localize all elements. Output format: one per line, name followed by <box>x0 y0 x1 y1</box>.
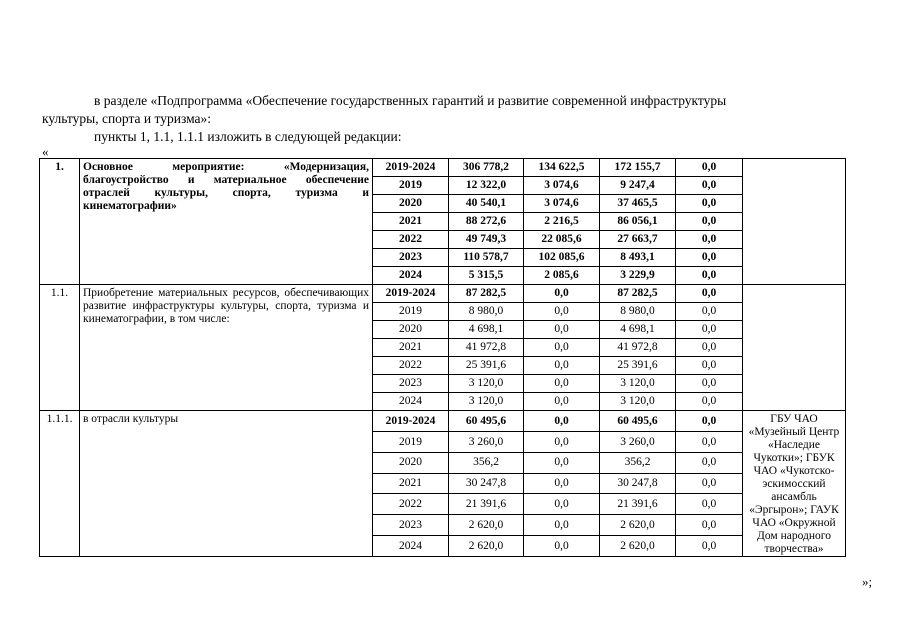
amount-cell: 0,0 <box>676 303 743 321</box>
period-cell: 2019 <box>373 177 449 195</box>
amount-cell: 134 622,5 <box>524 159 600 177</box>
item-description: в отрасли культуры <box>80 411 373 557</box>
amount-cell: 9 247,4 <box>600 177 676 195</box>
amount-cell: 25 391,6 <box>600 357 676 375</box>
amount-cell: 2 620,0 <box>600 536 676 557</box>
budget-table <box>39 158 846 557</box>
amount-cell: 2 620,0 <box>449 515 524 536</box>
amount-cell: 0,0 <box>524 473 600 494</box>
amount-cell: 0,0 <box>676 473 743 494</box>
amount-cell: 4 698,1 <box>600 321 676 339</box>
amount-cell: 0,0 <box>676 267 743 285</box>
amount-cell: 8 493,1 <box>600 249 676 267</box>
amount-cell: 172 155,7 <box>600 159 676 177</box>
amount-cell: 0,0 <box>676 393 743 411</box>
amount-cell: 25 391,6 <box>449 357 524 375</box>
amount-cell: 2 216,5 <box>524 213 600 231</box>
amount-cell: 41 972,8 <box>600 339 676 357</box>
amount-cell: 21 391,6 <box>600 494 676 515</box>
amount-cell: 356,2 <box>600 452 676 473</box>
amount-cell: 0,0 <box>524 285 600 303</box>
amount-cell: 356,2 <box>449 452 524 473</box>
amount-cell: 0,0 <box>524 494 600 515</box>
amount-cell: 8 980,0 <box>600 303 676 321</box>
amount-cell: 3 074,6 <box>524 177 600 195</box>
amount-cell: 27 663,7 <box>600 231 676 249</box>
amount-cell: 0,0 <box>524 375 600 393</box>
amount-cell: 0,0 <box>676 249 743 267</box>
amount-cell: 0,0 <box>524 452 600 473</box>
amount-cell: 21 391,6 <box>449 494 524 515</box>
amount-cell: 87 282,5 <box>449 285 524 303</box>
responsible-organization: ГБУ ЧАО «Музейный Центр «Наследие Чукотки»; ГБУК ЧАО «Чукотско-эскимосский ансамбль «Эргырон»; ГАУК ЧАО «Окружной Дом народного творчества» <box>743 411 846 557</box>
amount-cell: 3 120,0 <box>449 393 524 411</box>
amount-cell: 0,0 <box>676 375 743 393</box>
amount-cell: 2 620,0 <box>449 536 524 557</box>
period-cell: 2020 <box>373 195 449 213</box>
period-cell: 2023 <box>373 375 449 393</box>
intro-line-1: в разделе «Подпрограмма «Обеспечение государственных гарантий и развитие современной инфраструктуры <box>94 93 727 108</box>
amount-cell: 22 085,6 <box>524 231 600 249</box>
amount-cell: 86 056,1 <box>600 213 676 231</box>
amount-cell: 0,0 <box>676 431 743 452</box>
period-cell: 2024 <box>373 536 449 557</box>
responsible-organization <box>743 285 846 411</box>
amount-cell: 0,0 <box>676 515 743 536</box>
period-cell: 2022 <box>373 357 449 375</box>
amount-cell: 3 120,0 <box>600 393 676 411</box>
amount-cell: 30 247,8 <box>600 473 676 494</box>
period-cell: 2023 <box>373 249 449 267</box>
amount-cell: 0,0 <box>676 536 743 557</box>
period-cell: 2024 <box>373 267 449 285</box>
amount-cell: 0,0 <box>524 321 600 339</box>
period-cell: 2022 <box>373 231 449 249</box>
amount-cell: 0,0 <box>524 303 600 321</box>
amount-cell: 102 085,6 <box>524 249 600 267</box>
amount-cell: 0,0 <box>676 357 743 375</box>
amount-cell: 0,0 <box>524 431 600 452</box>
amount-cell: 40 540,1 <box>449 195 524 213</box>
amount-cell: 12 322,0 <box>449 177 524 195</box>
amount-cell: 0,0 <box>676 411 743 432</box>
intro-line-3: пункты 1, 1.1, 1.1.1 изложить в следующей редакции: <box>94 129 402 144</box>
amount-cell: 3 229,9 <box>600 267 676 285</box>
amount-cell: 49 749,3 <box>449 231 524 249</box>
period-cell: 2021 <box>373 339 449 357</box>
amount-cell: 306 778,2 <box>449 159 524 177</box>
period-cell: 2019-2024 <box>373 411 449 432</box>
amount-cell: 0,0 <box>676 452 743 473</box>
quote-close: »; <box>862 574 873 589</box>
amount-cell: 0,0 <box>524 393 600 411</box>
amount-cell: 37 465,5 <box>600 195 676 213</box>
item-number: 1. <box>40 159 80 285</box>
amount-cell: 0,0 <box>524 536 600 557</box>
amount-cell: 87 282,5 <box>600 285 676 303</box>
period-cell: 2019-2024 <box>373 285 449 303</box>
item-description: Основное мероприятие: «Модернизация, благоустройство и материальное обеспечение отраслей культуры, спорта, туризма и кинематографии» <box>80 159 373 285</box>
amount-cell: 0,0 <box>676 285 743 303</box>
table-row <box>40 285 846 303</box>
amount-cell: 0,0 <box>676 159 743 177</box>
amount-cell: 3 260,0 <box>600 431 676 452</box>
item-number: 1.1.1. <box>40 411 80 557</box>
amount-cell: 0,0 <box>676 213 743 231</box>
amount-cell: 0,0 <box>676 339 743 357</box>
amount-cell: 0,0 <box>524 339 600 357</box>
amount-cell: 0,0 <box>676 195 743 213</box>
amount-cell: 3 120,0 <box>600 375 676 393</box>
amount-cell: 0,0 <box>676 494 743 515</box>
amount-cell: 8 980,0 <box>449 303 524 321</box>
period-cell: 2023 <box>373 515 449 536</box>
intro-line-2: культуры, спорта и туризма»: <box>42 111 212 126</box>
amount-cell: 60 495,6 <box>600 411 676 432</box>
table-row <box>40 159 846 177</box>
period-cell: 2019-2024 <box>373 159 449 177</box>
period-cell: 2021 <box>373 213 449 231</box>
period-cell: 2024 <box>373 393 449 411</box>
amount-cell: 4 698,1 <box>449 321 524 339</box>
period-cell: 2019 <box>373 303 449 321</box>
amount-cell: 0,0 <box>524 411 600 432</box>
amount-cell: 0,0 <box>676 231 743 249</box>
quote-open: « <box>42 144 49 159</box>
item-description: Приобретение материальных ресурсов, обеспечивающих развитие инфраструктуры культуры, спорта, туризма и кинематографии, в том числе: <box>80 285 373 411</box>
amount-cell: 30 247,8 <box>449 473 524 494</box>
table-row <box>40 411 846 432</box>
amount-cell: 3 120,0 <box>449 375 524 393</box>
amount-cell: 2 620,0 <box>600 515 676 536</box>
amount-cell: 88 272,6 <box>449 213 524 231</box>
amount-cell: 41 972,8 <box>449 339 524 357</box>
amount-cell: 0,0 <box>524 357 600 375</box>
intro-text <box>42 92 842 146</box>
responsible-organization <box>743 159 846 285</box>
amount-cell: 0,0 <box>676 177 743 195</box>
period-cell: 2022 <box>373 494 449 515</box>
period-cell: 2021 <box>373 473 449 494</box>
period-cell: 2019 <box>373 431 449 452</box>
item-number: 1.1. <box>40 285 80 411</box>
amount-cell: 0,0 <box>524 515 600 536</box>
period-cell: 2020 <box>373 321 449 339</box>
period-cell: 2020 <box>373 452 449 473</box>
amount-cell: 2 085,6 <box>524 267 600 285</box>
amount-cell: 5 315,5 <box>449 267 524 285</box>
amount-cell: 110 578,7 <box>449 249 524 267</box>
amount-cell: 0,0 <box>676 321 743 339</box>
amount-cell: 3 260,0 <box>449 431 524 452</box>
amount-cell: 3 074,6 <box>524 195 600 213</box>
amount-cell: 60 495,6 <box>449 411 524 432</box>
